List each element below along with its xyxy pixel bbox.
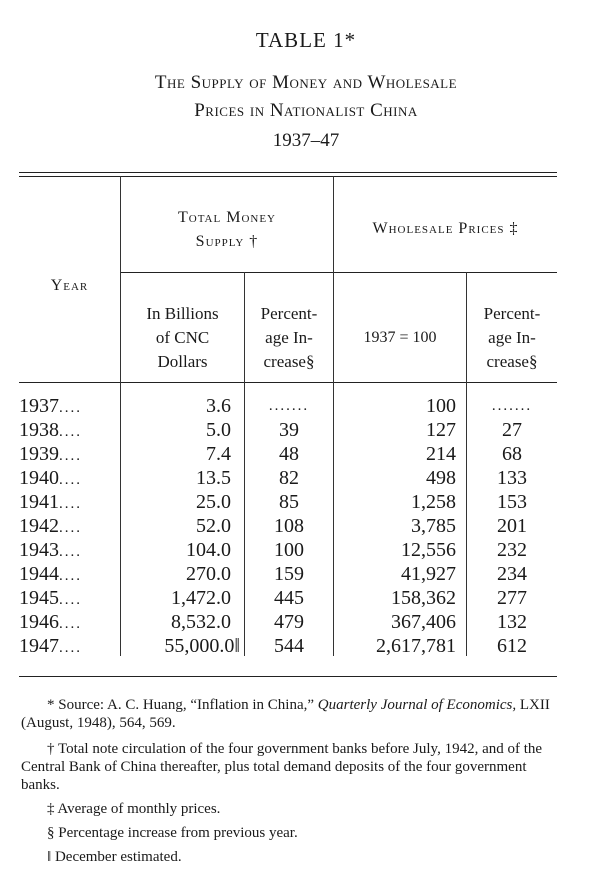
money-percentage-cell: 48 [279, 443, 299, 465]
money-supply-cell: 55,000.0‖ [164, 635, 240, 657]
footnote-source: * Source: A. C. Huang, “Inflation in China,” Quarterly Journal of Economics, LXII (August, 1948), 564, 569. [21, 697, 550, 731]
money-percentage-cell: 445 [274, 587, 304, 609]
group-header-rule [121, 272, 557, 273]
year-cell: 1937.... [19, 395, 82, 417]
price-index-cell: 214 [426, 443, 456, 465]
money-supply-cell: 52.0 [196, 515, 231, 537]
money-percentage-cell: 100 [274, 539, 304, 561]
top-rule-1 [19, 172, 557, 173]
table-caption-line-3: 1937–47 [272, 130, 340, 151]
table-bottom-rule [19, 676, 557, 677]
price-index-cell: 3,785 [411, 515, 456, 537]
money-percentage-cell: 159 [274, 563, 304, 585]
money-percentage-cell: 39 [279, 419, 299, 441]
price-index-cell: 1,258 [411, 491, 456, 513]
price-index-cell: 498 [426, 467, 456, 489]
money-supply-cell: 5.0 [206, 419, 231, 441]
table-caption-line-2: Prices in Nationalist China [194, 100, 418, 121]
price-percentage-cell: 68 [502, 443, 522, 465]
money-percentage-cell: 479 [274, 611, 304, 633]
money-supply-cell: 8,532.0 [171, 611, 231, 633]
year-cell: 1939.... [19, 443, 82, 465]
footnote-double-dagger: ‡ Average of monthly prices. [47, 801, 221, 817]
year-cell: 1943.... [19, 539, 82, 561]
table-number: TABLE 1* [255, 28, 357, 52]
header-year: Year [50, 277, 89, 294]
year-cell: 1941.... [19, 491, 82, 513]
money-supply-cell: 25.0 [196, 491, 231, 513]
money-supply-cell: 13.5 [196, 467, 231, 489]
money-percentage-cell: 82 [279, 467, 299, 489]
price-percentage-cell: 232 [497, 539, 527, 561]
year-cell: 1940.... [19, 467, 82, 489]
price-percentage-cell: 234 [497, 563, 527, 585]
price-percentage-cell: 153 [497, 491, 527, 513]
price-percentage-cell: 132 [497, 611, 527, 633]
money-supply-cell: 1,472.0 [171, 587, 231, 609]
price-index-cell: 2,617,781 [376, 635, 456, 657]
header-billions: In Billions of CNC Dollars [146, 304, 219, 371]
year-cell: 1947.... [19, 635, 82, 657]
price-index-cell: 100 [426, 395, 456, 417]
year-cell: 1946.... [19, 611, 82, 633]
price-percentage-cell: 133 [497, 467, 527, 489]
top-rule-2 [19, 176, 557, 177]
money-percentage-cell: 108 [274, 515, 304, 537]
price-percentage-cell: 27 [502, 419, 522, 441]
price-index-cell: 12,556 [401, 539, 456, 561]
header-price-percentage: Percent- age In- crease§ [483, 304, 541, 371]
header-bottom-rule [19, 382, 557, 383]
year-cell: 1938.... [19, 419, 82, 441]
header-index: 1937 = 100 [363, 329, 437, 346]
money-supply-cell: 270.0 [186, 563, 231, 585]
money-supply-cell: 104.0 [186, 539, 231, 561]
footnote-section: § Percentage increase from previous year. [47, 825, 298, 841]
price-percentage-cell: 612 [497, 635, 527, 657]
price-index-cell: 41,927 [401, 563, 456, 585]
year-cell: 1944.... [19, 563, 82, 585]
year-cell: 1945.... [19, 587, 82, 609]
header-money-supply: Total Money Supply † [178, 209, 276, 250]
price-percentage-cell: 201 [497, 515, 527, 537]
price-index-cell: 367,406 [391, 611, 456, 633]
money-percentage-cell: 544 [274, 635, 304, 657]
header-money-percentage: Percent- age In- crease§ [260, 304, 318, 371]
year-cell: 1942.... [19, 515, 82, 537]
money-supply-cell: 3.6 [206, 395, 231, 417]
money-percentage-cell: 85 [279, 491, 299, 513]
price-index-cell: 158,362 [391, 587, 456, 609]
footnote-dagger: † Total note circulation of the four government banks before July, 1942, and of the Central Bank of China thereafter, plus total demand deposits of the four government banks. [21, 741, 543, 793]
price-percentage-cell: ....... [491, 398, 533, 414]
price-percentage-cell: 277 [497, 587, 527, 609]
table-caption-line-1: The Supply of Money and Wholesale [154, 72, 458, 93]
footnote-parallel: ‖ December estimated. [47, 849, 182, 865]
money-supply-cell: 7.4 [206, 443, 231, 465]
money-percentage-cell: ....... [268, 398, 310, 414]
price-index-cell: 127 [426, 419, 456, 441]
header-wholesale-prices: Wholesale Prices ‡ [372, 220, 519, 237]
